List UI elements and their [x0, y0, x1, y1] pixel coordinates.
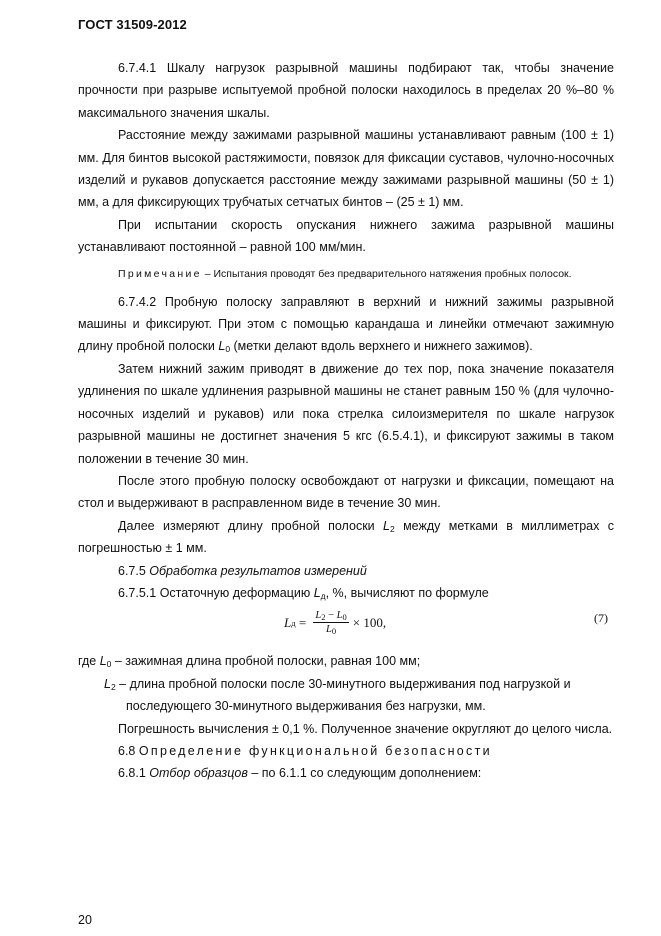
document-body — [78, 57, 614, 785]
subscript: 2 — [110, 681, 116, 692]
formula-number: (7) — [594, 611, 608, 626]
text-fragment: 6.7.4.2 Пробную полоску заправляют в верхний и нижний зажимы разрывной машины и фиксируют. При этом с помощью карандаша и линейки отмечают зажимную длину пробной полоски — [78, 294, 614, 354]
text-fragment: Далее измеряют длину пробной полоски — [118, 518, 384, 533]
note-text: – Испытания проводят без предварительного натяжения пробных полосок. — [201, 267, 572, 280]
paragraph-clamp-distance: Расстояние между зажимами разрывной машины устанавливают равным (100 ± 1) мм. Для бинтов высокой растяжимости, повязок для фиксации суставов, чулочно-носочных изделий и рукавов допускается расстояние между зажимами разрывной машины (50 ± 1) мм, а для фиксирующих трубчатых сетчатых бинтов – (25 ± 1) мм. — [78, 128, 614, 210]
paragraph-6-7-4-1: 6.7.4.1 Шкалу нагрузок разрывной машины подбирают так, чтобы значение прочности при разрыве испытуемой пробной полоски находилось в пределах 20 %–80 % максимального значения шкалы. — [78, 61, 614, 120]
section-title: Отбор образцов — [149, 766, 248, 781]
symbol-L: L — [218, 339, 226, 354]
text-fragment: , %, вычисляют по формуле — [325, 585, 489, 600]
note-label: Примечание — [118, 267, 202, 280]
section-6-7-5-heading — [78, 560, 614, 582]
symbol-L: L — [313, 585, 321, 600]
formula-var: L — [315, 610, 322, 622]
symbol-L: L — [99, 654, 107, 669]
text-fragment: – длина пробной полоски после 30-минутного выдерживания под нагрузкой и — [115, 676, 571, 691]
text-fragment: где — [78, 654, 100, 669]
symbol-L: L — [104, 676, 111, 691]
section-number: 6.8.1 — [118, 766, 150, 781]
formula-minus: − — [325, 610, 337, 622]
page-number: 20 — [78, 913, 92, 927]
formula-numerator — [313, 610, 348, 623]
section-number: 6.8 — [118, 743, 139, 758]
text-fragment: – зажимная длина пробной полоски, равная 100 мм; — [111, 654, 421, 669]
formula-lhs: L — [284, 614, 292, 630]
section-6-8-heading — [78, 740, 614, 762]
section-title: Обработка результатов измерений — [149, 563, 367, 578]
formula-expression: L д = $\frac{L_2 - L_0}{L_0}$ × 100, — [284, 610, 387, 637]
symbol-L: L — [383, 518, 390, 533]
where-line-1 — [78, 650, 614, 672]
text-fragment: 6.7.5.1 Остаточную деформацию — [118, 585, 314, 600]
formula-times: × 100, — [352, 614, 387, 630]
subscript: 2 — [389, 523, 395, 534]
formula-sub: 2 — [321, 612, 326, 623]
section-number: 6.7.5 — [118, 563, 150, 578]
subscript: 0 — [225, 344, 231, 355]
formula-var: L — [336, 610, 343, 622]
formula-sub: 0 — [342, 612, 347, 623]
subscript: д — [320, 590, 326, 601]
where-line-2 — [78, 673, 614, 695]
formula-var: L — [326, 624, 332, 636]
section-title: Определение функциональной безопасности — [138, 743, 492, 758]
formula-equals: = — [295, 614, 310, 630]
note — [78, 263, 614, 285]
paragraph-accuracy: Погрешность вычисления ± 0,1 %. Полученное значение округляют до целого числа. — [118, 721, 613, 736]
paragraph-measure-l2 — [78, 515, 614, 560]
formula-7 — [78, 608, 614, 648]
formula-sub: 0 — [331, 626, 337, 637]
paragraph-6-7-5-1 — [78, 582, 614, 604]
paragraph-lowering-speed: При испытании скорость опускания нижнего зажима разрывной машины устанавливают постоянной – равной 100 мм/мин. — [78, 217, 614, 255]
formula-denominator — [326, 623, 336, 635]
text-fragment: (метки делают вдоль верхнего и нижнего зажимов). — [230, 339, 533, 354]
subscript: 0 — [106, 659, 112, 670]
document-header: ГОСТ 31509-2012 — [78, 17, 187, 32]
paragraph-release: После этого пробную полоску освобождают от нагрузки и фиксации, помещают на стол и выдерживают в расправленном виде в течение 30 мин. — [78, 473, 614, 511]
paragraph-6-7-4-2 — [78, 291, 614, 358]
text-fragment: – по 6.1.1 со следующим дополнением: — [247, 766, 482, 781]
paragraph-6-8-1 — [78, 762, 614, 784]
where-line-2-continued: последующего 30-минутного выдерживания без нагрузки, мм. — [126, 699, 486, 714]
text-fragment: между метками в миллиметрах с погрешностью ± 1 мм. — [78, 518, 614, 556]
formula-fraction — [313, 610, 348, 635]
paragraph-elongation: Затем нижний зажим приводят в движение до тех пор, пока значение показателя удлинения по шкале удлинения разрывной машины не станет равным 150 % (для чулочно-носочных изделий и рукавов) или пока стрелка силоизмерителя по шкале нагрузок разрывной машины не достигнет значения 5 кгс (6.5.4.1), и фиксируют зажимы в таком положении в течение 30 мин. — [78, 361, 614, 466]
